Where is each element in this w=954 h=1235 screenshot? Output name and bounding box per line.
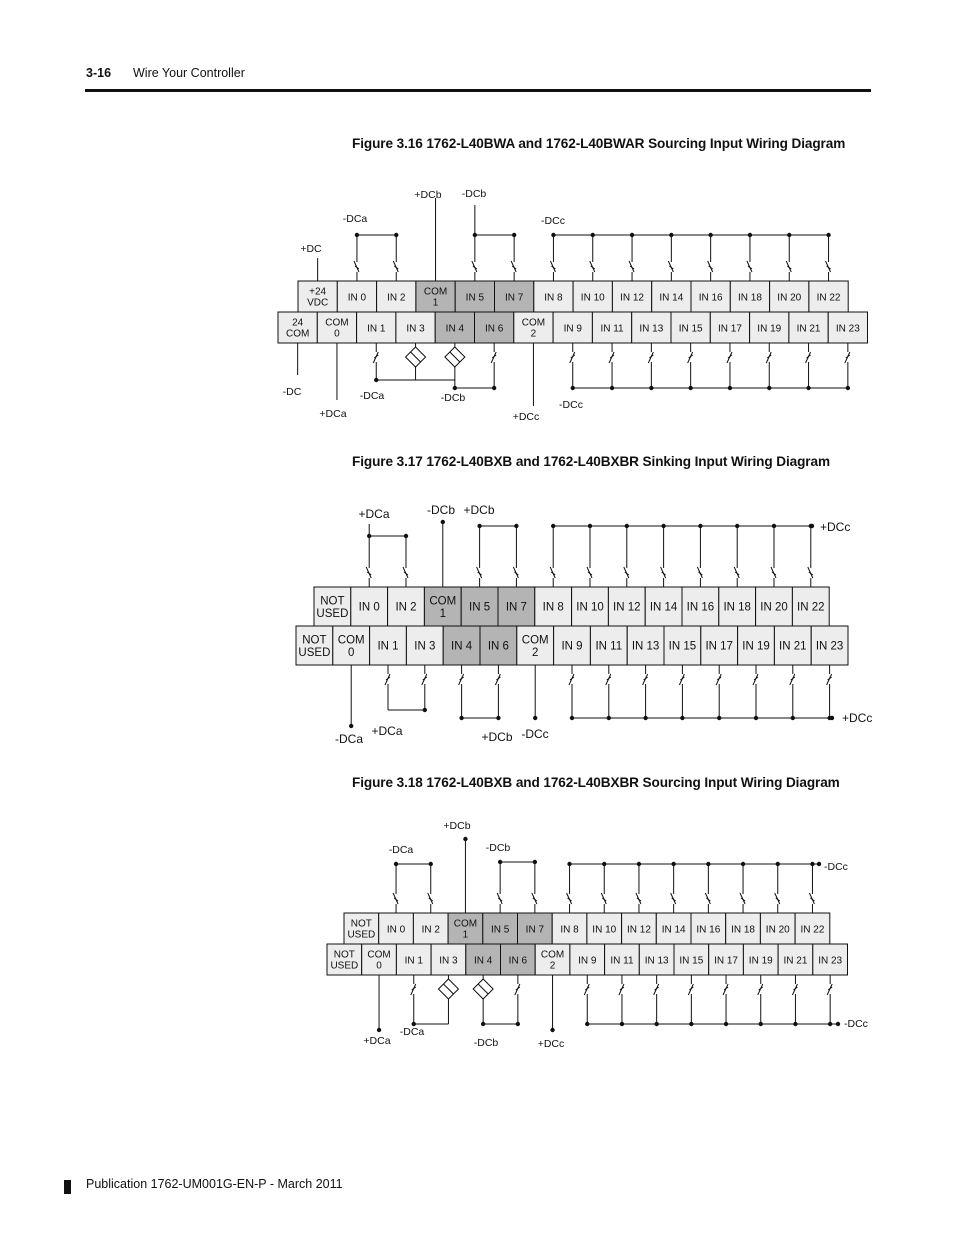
terminal-text: IN 16 <box>696 924 721 936</box>
switch-contact <box>570 352 575 363</box>
terminal-text: IN 10 <box>576 601 604 614</box>
terminal-label: +DCc <box>512 411 540 423</box>
terminal-text: IN 3 <box>406 323 425 335</box>
switch-contact <box>584 984 589 995</box>
switch-contact <box>624 567 629 578</box>
switch-contact <box>550 261 555 272</box>
switch-contact <box>422 674 427 685</box>
terminal-text: IN 18 <box>731 924 756 936</box>
switch-contact <box>792 984 797 995</box>
terminal-text: IN 18 <box>723 601 751 614</box>
sensor-symbol <box>411 352 421 362</box>
terminal-label: +DCc <box>537 1038 565 1050</box>
terminal-text: IN 7 <box>525 924 545 936</box>
terminal-text: IN 19 <box>742 640 770 653</box>
terminal-text: IN 12 <box>613 601 641 614</box>
junction-dot <box>496 716 500 720</box>
switch-contact <box>727 352 732 363</box>
terminal-text: IN 8 <box>560 924 579 936</box>
terminal-text: COM 1 <box>429 595 457 620</box>
terminal-text: IN 10 <box>592 924 617 936</box>
switch-contact <box>636 893 641 904</box>
terminal-label: -DCc <box>541 215 565 227</box>
switch-contact <box>550 567 555 578</box>
terminal-text: IN 1 <box>367 323 386 335</box>
terminal-label: -DCc <box>844 1018 868 1030</box>
junction-dot <box>377 1028 381 1032</box>
terminal-text: IN 2 <box>421 924 440 936</box>
terminal-text: IN 6 <box>484 323 504 335</box>
switch-contact <box>654 984 659 995</box>
terminal-text: IN 2 <box>395 601 417 614</box>
terminal-text: IN 13 <box>631 640 660 653</box>
switch-contact <box>393 893 398 904</box>
switch-contact <box>771 567 776 578</box>
terminal-text: IN 12 <box>626 924 651 936</box>
terminal-text: 24 COM <box>285 317 310 340</box>
switch-contact <box>513 567 518 578</box>
switch-contact <box>366 567 371 578</box>
switch-contact <box>827 984 832 995</box>
switch-contact <box>679 674 684 685</box>
terminal-text: IN 20 <box>765 924 790 936</box>
switch-contact <box>806 352 811 363</box>
wiring-diagram-3-17 <box>0 496 954 756</box>
terminal-text: IN 15 <box>668 640 697 653</box>
junction-dot <box>533 716 537 720</box>
terminal-text: IN 11 <box>595 640 623 653</box>
switch-contact <box>827 674 832 685</box>
terminal-label: -DCc <box>521 727 549 741</box>
switch-contact <box>567 893 572 904</box>
switch-contact <box>511 261 516 272</box>
terminal-text: IN 9 <box>578 955 597 967</box>
terminal-text: IN 23 <box>835 323 860 335</box>
terminal-label: +DCc <box>842 711 873 725</box>
terminal-text: COM 1 <box>423 286 448 309</box>
terminal-text: IN 20 <box>777 292 802 304</box>
terminal-text: IN 22 <box>800 924 825 936</box>
terminal-text: IN 17 <box>705 640 733 653</box>
switch-contact <box>766 352 771 363</box>
terminal-text: IN 9 <box>561 640 583 653</box>
terminal-label: -DCb <box>461 188 487 200</box>
switch-contact <box>668 261 673 272</box>
junction-dot <box>459 716 463 720</box>
terminal-label: +DCa <box>358 507 390 521</box>
terminal-label: +DCb <box>443 820 471 832</box>
junction-dot <box>423 708 427 712</box>
junction-dot <box>349 724 353 728</box>
terminal-text: IN 8 <box>544 292 563 304</box>
terminal-text: IN 19 <box>757 323 782 335</box>
junction-dot <box>516 1022 520 1026</box>
switch-contact <box>606 674 611 685</box>
terminal-text: IN 8 <box>542 601 564 614</box>
figure-caption-3-17: Figure 3.17 1762-L40BXB and 1762-L40BXBR Sinking Input Wiring Diagram <box>352 454 830 469</box>
switch-contact <box>495 674 500 685</box>
terminal-text: IN 10 <box>580 292 605 304</box>
publication-footer: Publication 1762-UM001G-EN-P - March 2011 <box>86 1177 343 1191</box>
terminal-label: -DCa <box>342 213 368 225</box>
figure-caption-3-18: Figure 3.18 1762-L40BXB and 1762-L40BXBR Sourcing Input Wiring Diagram <box>352 775 840 790</box>
junction-dot <box>836 1022 840 1026</box>
switch-contact <box>477 567 482 578</box>
terminal-text: IN 19 <box>748 955 773 967</box>
terminal-text: IN 16 <box>698 292 723 304</box>
terminal-label: -DCb <box>440 392 466 404</box>
terminal-text: IN 17 <box>714 955 739 967</box>
switch-contact <box>411 984 416 995</box>
switch-contact <box>532 893 537 904</box>
switch-contact <box>708 261 713 272</box>
switch-contact <box>688 352 693 363</box>
terminal-text: IN 20 <box>760 601 788 614</box>
junction-dot <box>463 837 467 841</box>
terminal-text: IN 22 <box>816 292 841 304</box>
terminal-text: IN 4 <box>445 323 465 335</box>
junction-dot <box>550 1028 554 1032</box>
switch-contact <box>790 674 795 685</box>
terminal-text: IN 14 <box>661 924 686 936</box>
terminal-label: -DCc <box>824 861 848 873</box>
figure-caption-3-16: Figure 3.16 1762-L40BWA and 1762-L40BWAR Sourcing Input Wiring Diagram <box>352 136 846 151</box>
switch-contact <box>629 261 634 272</box>
terminal-text: IN 13 <box>639 323 664 335</box>
terminal-text: IN 14 <box>649 601 678 614</box>
switch-contact <box>716 674 721 685</box>
switch-contact <box>619 984 624 995</box>
terminal-label: +DCa <box>363 1035 391 1047</box>
switch-contact <box>753 674 758 685</box>
switch-contact <box>609 352 614 363</box>
terminal-text: IN 12 <box>620 292 645 304</box>
terminal-text: IN 23 <box>815 640 844 653</box>
terminal-text: IN 2 <box>387 292 406 304</box>
junction-dot <box>453 386 457 390</box>
switch-contact <box>491 352 496 363</box>
wiring-diagram-3-16 <box>0 180 954 430</box>
switch-contact <box>697 567 702 578</box>
terminal-label: -DCa <box>334 732 364 746</box>
terminal-text: IN 0 <box>386 924 406 936</box>
terminal-label: +DCb <box>463 503 495 517</box>
terminal-text: IN 14 <box>659 292 684 304</box>
terminal-text: IN 5 <box>469 601 491 614</box>
switch-contact <box>569 674 574 685</box>
terminal-label: +DCa <box>319 408 347 420</box>
switch-contact <box>590 261 595 272</box>
switch-contact <box>587 567 592 578</box>
junction-dot <box>481 1022 485 1026</box>
terminal-text: IN 1 <box>404 955 423 967</box>
terminal-text: IN 22 <box>797 601 825 614</box>
terminal-text: NOT USED <box>316 595 349 620</box>
terminal-text: IN 11 <box>600 323 624 335</box>
terminal-text: NOT USED <box>298 634 331 659</box>
terminal-text: IN 9 <box>563 323 582 335</box>
terminal-text: IN 11 <box>610 955 634 967</box>
terminal-text: IN 3 <box>439 955 458 967</box>
terminal-text: IN 7 <box>504 292 524 304</box>
terminal-label: -DC <box>282 386 302 398</box>
terminal-text: COM 2 <box>540 949 565 972</box>
terminal-label: -DCb <box>473 1037 499 1049</box>
switch-contact <box>643 674 648 685</box>
terminal-text: IN 4 <box>451 640 473 653</box>
switch-contact <box>428 893 433 904</box>
terminal-text: IN 17 <box>717 323 742 335</box>
terminal-text: IN 5 <box>465 292 485 304</box>
switch-contact <box>758 984 763 995</box>
switch-contact <box>688 984 693 995</box>
switch-contact <box>826 261 831 272</box>
switch-contact <box>373 352 378 363</box>
page-number: 3-16 <box>86 66 112 80</box>
terminal-text: IN 0 <box>358 601 380 614</box>
terminal-text: IN 4 <box>473 955 493 967</box>
switch-contact <box>723 984 728 995</box>
terminal-text: IN 21 <box>796 323 821 335</box>
terminal-text: COM 0 <box>325 317 349 340</box>
switch-contact <box>786 261 791 272</box>
terminal-label: -DCa <box>359 390 385 402</box>
terminal-label: -DCb <box>426 503 456 517</box>
switch-contact <box>515 984 520 995</box>
switch-contact <box>497 893 502 904</box>
terminal-label: +DCb <box>481 730 513 744</box>
terminal-text: IN 16 <box>686 601 715 614</box>
terminal-label: -DCb <box>485 842 511 854</box>
terminal-text: IN 15 <box>679 955 704 967</box>
terminal-text: IN 7 <box>505 601 527 614</box>
switch-contact <box>845 352 850 363</box>
sensor-symbol <box>450 352 460 362</box>
terminal-text: NOT USED <box>330 949 359 972</box>
header-rule <box>85 89 871 92</box>
switch-contact <box>661 567 666 578</box>
switch-contact <box>385 674 390 685</box>
sensor-symbol <box>478 984 488 994</box>
switch-contact <box>809 893 814 904</box>
terminal-text: NOT USED <box>347 918 376 941</box>
switch-contact <box>648 352 653 363</box>
switch-contact <box>671 893 676 904</box>
terminal-text: COM 2 <box>521 634 549 659</box>
terminal-text: COM 0 <box>337 634 365 659</box>
terminal-text: IN 21 <box>779 640 807 653</box>
terminal-label: +DC <box>300 243 322 255</box>
terminal-text: IN 3 <box>414 640 436 653</box>
wiring-diagram-3-18 <box>0 812 954 1062</box>
switch-contact <box>747 261 752 272</box>
terminal-text: IN 6 <box>508 955 528 967</box>
switch-contact <box>403 567 408 578</box>
switch-contact <box>354 261 359 272</box>
junction-dot <box>817 862 821 866</box>
footer-marker <box>64 1180 71 1194</box>
sensor-symbol <box>443 984 453 994</box>
terminal-text: IN 18 <box>737 292 762 304</box>
junction-dot <box>830 716 834 720</box>
terminal-text: COM 1 <box>453 918 478 941</box>
switch-contact <box>459 674 464 685</box>
terminal-label: -DCc <box>559 399 583 411</box>
terminal-label: -DCa <box>388 844 414 856</box>
switch-contact <box>601 893 606 904</box>
switch-contact <box>808 567 813 578</box>
running-title: Wire Your Controller <box>133 66 245 80</box>
switch-contact <box>472 261 477 272</box>
terminal-text: COM 0 <box>367 949 391 972</box>
switch-contact <box>393 261 398 272</box>
junction-dot <box>374 378 378 382</box>
terminal-label: +DCa <box>371 724 403 738</box>
terminal-label: +DCb <box>414 189 442 201</box>
terminal-text: COM 2 <box>521 317 546 340</box>
switch-contact <box>740 893 745 904</box>
terminal-text: IN 13 <box>644 955 669 967</box>
junction-dot <box>492 386 496 390</box>
terminal-label: -DCa <box>399 1026 425 1038</box>
switch-contact <box>705 893 710 904</box>
terminal-text: IN 23 <box>818 955 843 967</box>
terminal-label: +DCc <box>820 520 851 534</box>
junction-dot <box>810 524 814 528</box>
terminal-text: IN 5 <box>490 924 510 936</box>
switch-contact <box>734 567 739 578</box>
terminal-text: IN 21 <box>783 955 808 967</box>
switch-contact <box>775 893 780 904</box>
junction-dot <box>441 520 445 524</box>
terminal-text: IN 6 <box>487 640 509 653</box>
terminal-text: IN 0 <box>347 292 367 304</box>
terminal-text: +24 VDC <box>307 286 329 309</box>
terminal-text: IN 1 <box>377 640 399 653</box>
terminal-text: IN 15 <box>678 323 703 335</box>
